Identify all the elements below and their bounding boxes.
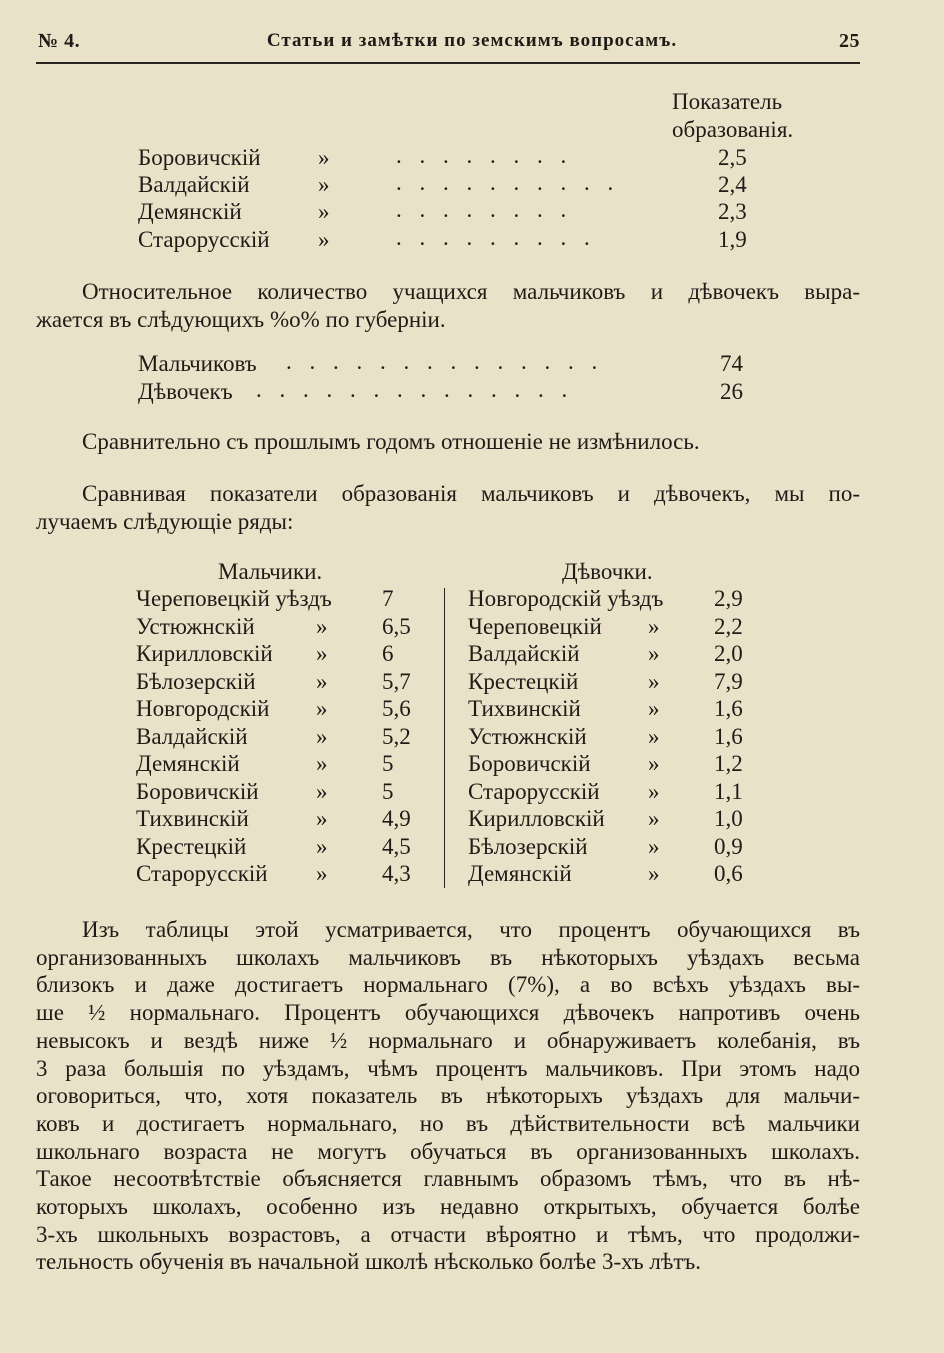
ranking-name: Бѣлозерскій (468, 833, 588, 859)
paragraph (36, 480, 860, 535)
ditto-mark: » (316, 751, 328, 776)
table-row-name: Боровичскій (138, 145, 261, 170)
ranking-name: Кирилловскій (468, 806, 605, 831)
ditto-mark: » (316, 696, 328, 721)
text-line: тельность обученія въ начальной школѣ нѣсколько болѣе 3-хъ лѣтъ. (36, 1249, 702, 1275)
text-line: которыхъ школахъ, особенно изъ недавно открытыхъ, обучается болѣе (36, 1194, 860, 1220)
table-row-value: 2,5 (718, 145, 747, 170)
ditto-mark: » (316, 668, 328, 694)
leader-dots: . . . . . . . . (396, 197, 573, 222)
table-row-value: 1,9 (718, 227, 747, 252)
ditto-mark: » (648, 641, 660, 666)
ranking-value: 1,6 (714, 723, 743, 749)
ditto-mark: » (316, 641, 328, 666)
ditto-mark: » (316, 778, 328, 804)
text-line: невысокъ и вездѣ ниже ½ нормальнаго и обнаруживаетъ колебанія, въ (36, 1027, 860, 1053)
column-header-line1: Показатель (672, 89, 783, 114)
ranking-name: Крестецкій (468, 668, 579, 694)
table-row-name: Дѣвочекъ (138, 379, 233, 404)
text-line: ковъ и достигаетъ нормальнаго, но въ дѣйствительности всѣ мальчики (36, 1110, 860, 1136)
ditto-mark: » (318, 145, 330, 170)
table-row-value: 26 (720, 379, 743, 404)
ranking-value: 5 (382, 778, 394, 804)
ditto-mark: » (648, 696, 660, 721)
ranking-value: 5,7 (382, 668, 411, 694)
paragraph (36, 278, 860, 333)
text-line: оговориться, что, хотя показатель въ нѣкоторыхъ уѣздахъ для мальчи- (36, 1083, 860, 1109)
ranking-name: Бѣлозерскій (136, 668, 256, 694)
text-line: 3-хъ школьныхъ возрастовъ, а отчасти вѣроятно и тѣмъ, что продолжи- (36, 1221, 860, 1247)
table-row-value: 74 (720, 351, 743, 376)
paragraph: Сравнительно съ прошлымъ годомъ отношеніе не измѣнилось. (82, 429, 700, 454)
ranking-value: 5 (382, 751, 394, 776)
ranking-name: Устюжнскій (468, 723, 587, 749)
column-header-line2: образованія. (672, 117, 794, 142)
text-line: Относительное количество учащихся мальчиковъ и дѣвочекъ выра- (82, 279, 860, 304)
ranking-value: 4,3 (382, 861, 411, 886)
ranking-value: 6 (382, 641, 394, 666)
ranking-value: 4,5 (382, 833, 411, 859)
table-row-name: Демянскій (138, 199, 242, 224)
ditto-mark: » (648, 778, 660, 804)
page-number: 25 (839, 30, 860, 52)
ditto-mark: » (648, 751, 660, 776)
text-line: школьнаго возраста не могутъ обучаться въ организованныхъ школахъ. (36, 1138, 860, 1164)
table-row-value: 2,4 (718, 172, 747, 197)
ranking-value: 1,0 (714, 806, 743, 831)
text-line: жается въ слѣдующихъ %о% по губерніи. (36, 306, 446, 332)
text-line: близокъ и даже достигаетъ нормальнаго (7%), а во всѣхъ уѣздахъ вы- (36, 972, 860, 998)
ranking-value: 7 (382, 586, 394, 611)
ranking-value: 5,2 (382, 723, 411, 749)
boys-column-title: Мальчики. (218, 559, 323, 584)
leader-dots: . . . . . . . . (396, 143, 573, 168)
text-line: организованныхъ школахъ мальчиковъ въ нѣкоторыхъ уѣздахъ весьма (36, 944, 860, 970)
ditto-mark: » (318, 172, 330, 197)
ranking-value: 0,6 (714, 861, 743, 886)
ditto-mark: » (316, 833, 328, 859)
ditto-mark: » (648, 613, 660, 639)
ranking-name: Старорусскій (468, 778, 600, 804)
ditto-mark: » (318, 227, 330, 252)
ranking-value: 7,9 (714, 668, 743, 694)
leader-dots: . . . . . . . . . (396, 225, 596, 250)
girls-column-title: Дѣвочки. (562, 559, 653, 584)
ranking-value: 5,6 (382, 696, 411, 721)
ranking-value: 2,9 (714, 586, 743, 611)
ranking-value: 2,2 (714, 613, 743, 639)
ditto-mark: » (318, 199, 330, 224)
table-row-value: 2,3 (718, 199, 747, 224)
ditto-mark: » (648, 668, 660, 694)
leader-dots: . . . . . . . . . . (396, 170, 620, 195)
ditto-mark: » (316, 723, 328, 749)
ranking-name: Тихвинскій (136, 806, 249, 831)
text-line: Изъ таблицы этой усматривается, что процентъ обучающихся въ (82, 917, 860, 942)
issue-number: № 4. (38, 30, 81, 52)
text-line: ше ½ нормальнаго. Процентъ обучающихся дѣвочекъ напротивъ очень (36, 1000, 860, 1026)
ranking-name: Валдайскій (468, 641, 580, 666)
table-row-name: Валдайскій (138, 172, 250, 197)
leader-dots: . . . . . . . . . . . . . . (286, 349, 604, 374)
ranking-value: 6,5 (382, 613, 411, 639)
text-line: 3 раза большія по уѣздамъ, чѣмъ процентъ мальчиковъ. При этомъ надо (36, 1055, 860, 1081)
ranking-name: Старорусскій (136, 861, 268, 886)
ranking-name: Валдайскій (136, 723, 248, 749)
ranking-value: 2,0 (714, 641, 743, 666)
column-divider (444, 588, 445, 888)
ditto-mark: » (316, 861, 328, 886)
ditto-mark: » (648, 833, 660, 859)
running-title: Статьи и замѣтки по земскимъ вопросамъ. (266, 30, 678, 51)
table-row-name: Старорусскій (138, 227, 270, 252)
ranking-name: Крестецкій (136, 833, 247, 859)
ranking-name: Тихвинскій (468, 696, 581, 721)
ditto-mark: » (316, 806, 328, 831)
ranking-name: Боровичскій (136, 778, 259, 804)
ditto-mark: » (648, 861, 660, 886)
ranking-name: Демянскій (136, 751, 240, 776)
text-line: Такое несоотвѣтствіе объясняется главнымъ образомъ тѣмъ, что въ нѣ- (36, 1166, 860, 1192)
ranking-name: Кирилловскій (136, 641, 273, 666)
paragraph (36, 916, 860, 1276)
table-row-name: Мальчиковъ (138, 351, 257, 376)
ranking-value: 1,1 (714, 778, 743, 804)
ranking-name: Череповецкій уѣздъ (136, 586, 332, 611)
ranking-name: Новгородскій (136, 696, 270, 721)
ditto-mark: » (648, 723, 660, 749)
ranking-name: Боровичскій (468, 751, 591, 776)
text-line: лучаемъ слѣдующіе ряды: (36, 508, 294, 534)
ditto-mark: » (648, 806, 660, 831)
ditto-mark: » (316, 613, 328, 639)
ranking-name: Демянскій (468, 861, 572, 886)
ranking-name: Устюжнскій (136, 613, 255, 639)
header-rule (36, 62, 860, 64)
ranking-name: Новгородскій уѣздъ (468, 586, 664, 611)
ranking-value: 1,2 (714, 751, 743, 776)
ranking-value: 4,9 (382, 806, 411, 831)
text-line: Сравнивая показатели образованія мальчиковъ и дѣвочекъ, мы по- (82, 481, 860, 506)
ranking-value: 1,6 (714, 696, 743, 721)
leader-dots: . . . . . . . . . . . . . . (256, 377, 574, 402)
ranking-value: 0,9 (714, 833, 743, 859)
ranking-name: Череповецкій (468, 613, 602, 639)
